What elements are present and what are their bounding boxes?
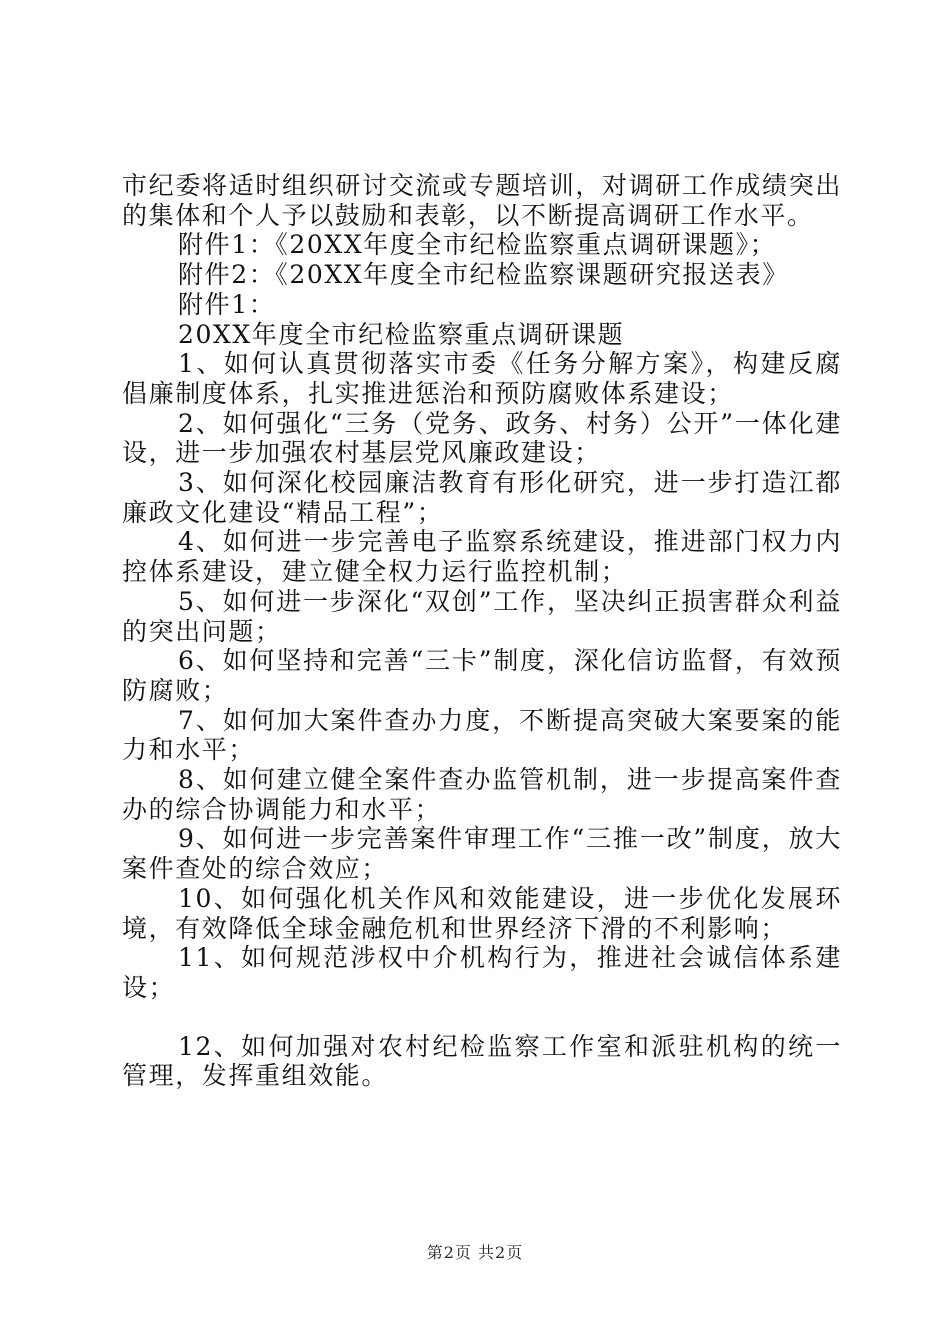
topic-item-3: 3、如何深化校园廉洁教育有形化研究，进一步打造江都廉政文化建设“精品工程”； bbox=[122, 468, 842, 527]
topics-title: 20XX年度全市纪检监察重点调研课题 bbox=[178, 319, 625, 349]
topic-item-12: 12、如何加强对农村纪检监察工作室和派驻机构的统一管理，发挥重组效能。 bbox=[122, 1031, 842, 1091]
topic-item-10: 10、如何强化机关作风和效能建设，进一步优化发展环境，有效降低全球金融危机和世界经济下滑的不利影响； bbox=[122, 883, 842, 943]
attachment-1-heading: 附件1： bbox=[178, 289, 276, 319]
topic-item-5: 5、如何进一步深化“双创”工作，坚决纠正损害群众利益的突出问题； bbox=[122, 586, 842, 646]
paragraph-gap bbox=[122, 1003, 842, 1032]
attachment-1-line: 附件1：《20XX年度全市纪检监察重点调研课题》； bbox=[178, 230, 777, 260]
topic-item-4: 4、如何进一步完善电子监察系统建设，推进部门权力内控体系建设，建立健全权力运行监控机制； bbox=[122, 527, 842, 587]
attachment-2-line: 附件2：《20XX年度全市纪检监察课题研究报送表》 bbox=[178, 260, 789, 290]
topic-item-8: 8、如何建立健全案件查办监管机制，进一步提高案件查办的综合协调能力和水平； bbox=[122, 765, 842, 824]
topic-item-6: 6、如何坚持和完善“三卡”制度，深化信访监督，有效预防腐败； bbox=[122, 646, 842, 705]
paragraph-intro: 市纪委将适时组织研讨交流或专题培训，对调研工作成绩突出的集体和个人予以鼓励和表彰，以不断提高调研工作水平。 bbox=[122, 171, 842, 230]
topic-item-2: 2、如何强化“三务（党务、政务、村务）公开”一体化建设，进一步加强农村基层党风廉政建设； bbox=[122, 408, 842, 468]
topic-item-11: 11、如何规范涉权中介机构行为，推进社会诚信体系建设； bbox=[122, 943, 842, 1002]
page-number-footer: 第2页 共2页 bbox=[426, 1243, 524, 1262]
document-body bbox=[122, 171, 842, 1091]
topic-item-1: 1、如何认真贯彻落实市委《任务分解方案》，构建反腐倡廉制度体系，扎实推进惩治和预防腐败体系建设； bbox=[122, 349, 842, 408]
topic-item-7: 7、如何加大案件查办力度，不断提高突破大案要案的能力和水平； bbox=[122, 705, 842, 765]
topic-item-9: 9、如何进一步完善案件审理工作“三推一改”制度，放大案件查处的综合效应； bbox=[122, 824, 842, 884]
